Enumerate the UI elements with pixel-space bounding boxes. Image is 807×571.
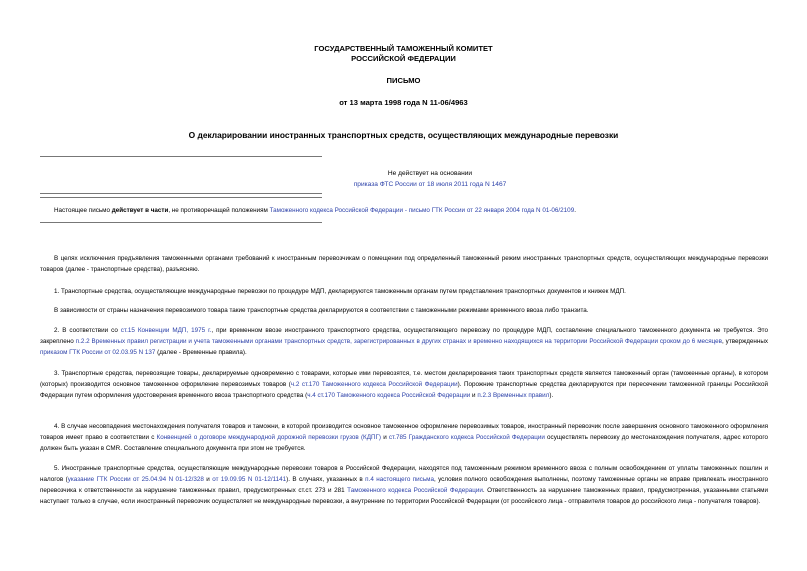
tk-rf-link-2[interactable]: Таможенного кодекса Российской Федерации (347, 487, 483, 494)
tk-170-4-link[interactable]: ч.4 ст.170 Таможенного кодекса Российской Федерации (307, 392, 471, 399)
status-note-text: Не действует на основании (387, 170, 473, 177)
validity-note-bold: действует в части (111, 207, 169, 214)
temporary-rules-link[interactable]: п.2.2 Временных правил регистрации и учета таможенными органами транспортных средств, зарегистрированных в других странах и временно находящихся на территории Российской Федерации сроком до 6 месяцев (75, 338, 722, 345)
status-note (180, 168, 680, 190)
instruction-328-link[interactable]: указание ГТК России от 25.04.94 N 01-12/328 (67, 476, 204, 483)
divider (40, 222, 322, 223)
gtk-letter-link[interactable]: письмо ГТК России от 22 января 2004 года N 01-06/2109 (408, 207, 575, 214)
document-type: ПИСЬМО (386, 76, 421, 85)
divider (40, 193, 322, 194)
temporary-rules-2-3-link[interactable]: п.2.3 Временных правил (477, 392, 550, 399)
validity-note: Настоящее письмо действует в части, не противоречащей положениям Таможенного кодекса Российской Федерации - письмо ГТК России от 22 января 2004 года N 01-06/2109. (54, 207, 576, 214)
paragraph-1: 1. Транспортные средства, осуществляющие международные перевозки по процедуре МДП, декларируются таможенным органам путем представления транспортных документов и книжек МДП. (54, 288, 626, 295)
paragraph-4: 4. В случае несовпадения местонахождения получателя товаров и таможни, в которой производится основное таможенное оформление перевозимых товаров, иностранный перевозчик после завершения основного таможенного оформления товаров имеет право в соответствии с Конвенцией о договоре международной дорожной перевозки грузов (КДПГ) и ст.785 Гражданского кодекса Российской Федерации осуществлять перевозку до местонахождения получателя, адрес которого должен быть указан в CMR. Составление специального документа при этом не требуется. (40, 423, 768, 452)
order-137-link[interactable]: приказом ГТК России от 02.03.95 N 137 (40, 349, 156, 356)
agency-name-line2: РОССИЙСКОЙ ФЕДЕРАЦИИ (351, 54, 456, 63)
tir-convention-link[interactable]: ст.15 Конвенции МДП, 1975 г. (120, 327, 212, 334)
civil-code-785-link[interactable]: ст.785 Гражданского кодекса Российской Федерации (388, 434, 545, 441)
document-subject: О декларировании иностранных транспортных средств, осуществляющих международные перевозки (188, 130, 619, 140)
status-note-link[interactable]: приказа ФТС России от 18 июля 2011 года N 1467 (353, 181, 507, 188)
cmr-convention-link[interactable]: Конвенцией о договоре международной дорожной перевозки грузов (КДПГ) (156, 434, 382, 441)
agency-name-line1: ГОСУДАРСТВЕННЫЙ ТАМОЖЕННЫЙ КОМИТЕТ (314, 44, 493, 53)
tk-170-2-link[interactable]: ч.2 ст.170 Таможенного кодекса Российской Федерации (290, 381, 458, 388)
paragraph-2: 2. В соответствии со ст.15 Конвенции МДП, 1975 г., при временном ввозе иностранного транспортного средства, осуществляющего перевозку по процедуре МДП, составление специального таможенного документа не требуется. Это закреплено п.2.2 Временных правил регистрации и учета таможенными органами транспортных средств, зарегистрированных в других странах и временно находящихся на территории Российской Федерации сроком до 6 месяцев, утвержденных приказом ГТК России от 02.03.95 N 137 (далее - Временные правила). (40, 327, 768, 356)
divider (40, 197, 322, 198)
tk-rf-link[interactable]: Таможенного кодекса Российской Федерации (269, 207, 404, 214)
paragraph-5: 5. Иностранные транспортные средства, осуществляющие международные перевозки товаров в Российской Федерации, находятся под таможенным режимом временного ввоза с полным освобождением от уплаты таможенных пошлин и налогов (указание ГТК России от 25.04.94 N 01-12/328 и от 19.09.95 N 01-12/1141). В случаях, указанных в п.4 настоящего письма, условия полного освобождения выполнены, поэтому таможенные органы не вправе привлекать иностранного перевозчика к ответственности за нарушение таможенных правил, предусмотренных ст.ст. 273 и 281 Таможенного кодекса Российской Федерации. Ответственность за нарушение таможенных правил, предусмотренная, указанными статьями наступает только в случае, если иностранный перевозчик осуществляет не международные перевозки, а внутренние по территории Российской Федерации (от российского лица - отправителя товаров до российского лица - получателя товаров). (40, 465, 768, 505)
paragraph-4-link[interactable]: п.4 настоящего письма (365, 476, 434, 483)
document-date-number: от 13 марта 1998 года N 11-06/4963 (339, 98, 468, 107)
paragraph-dependency: В зависимости от страны назначения перевозимого товара такие транспортные средства декларируются в соответствии с таможенными режимами временного ввоза либо транзита. (54, 307, 589, 314)
instruction-1141-link[interactable]: от 19.09.95 N 01-12/1141 (212, 476, 287, 483)
intro-paragraph: В целях исключения предъявления таможенными органами требований к иностранным перевозчикам о помещении под определенный таможенный режим иностранных транспортных средств, осуществляющих международные перевозки товаров (далее - транспортные средства), разъясняю. (40, 255, 768, 273)
divider (40, 156, 322, 157)
paragraph-3: 3. Транспортные средства, перевозящие товары, декларируемые одновременно с товарами, которые ими перевозятся, т.е. местом декларирования таких транспортных средств является таможенный орган (таможенные органы), в котором (которых) производится основное таможенное оформление перевозимых товаров (ч.2 ст.170 Таможенного кодекса Российской Федерации). Порожние транспортные средства декларируются при пересечении таможенной границы Российской Федерации путем оформления удостоверения временного ввоза транспортного средства (ч.4 ст.170 Таможенного кодекса Российской Федерации и п.2.3 Временных правил). (40, 370, 769, 399)
